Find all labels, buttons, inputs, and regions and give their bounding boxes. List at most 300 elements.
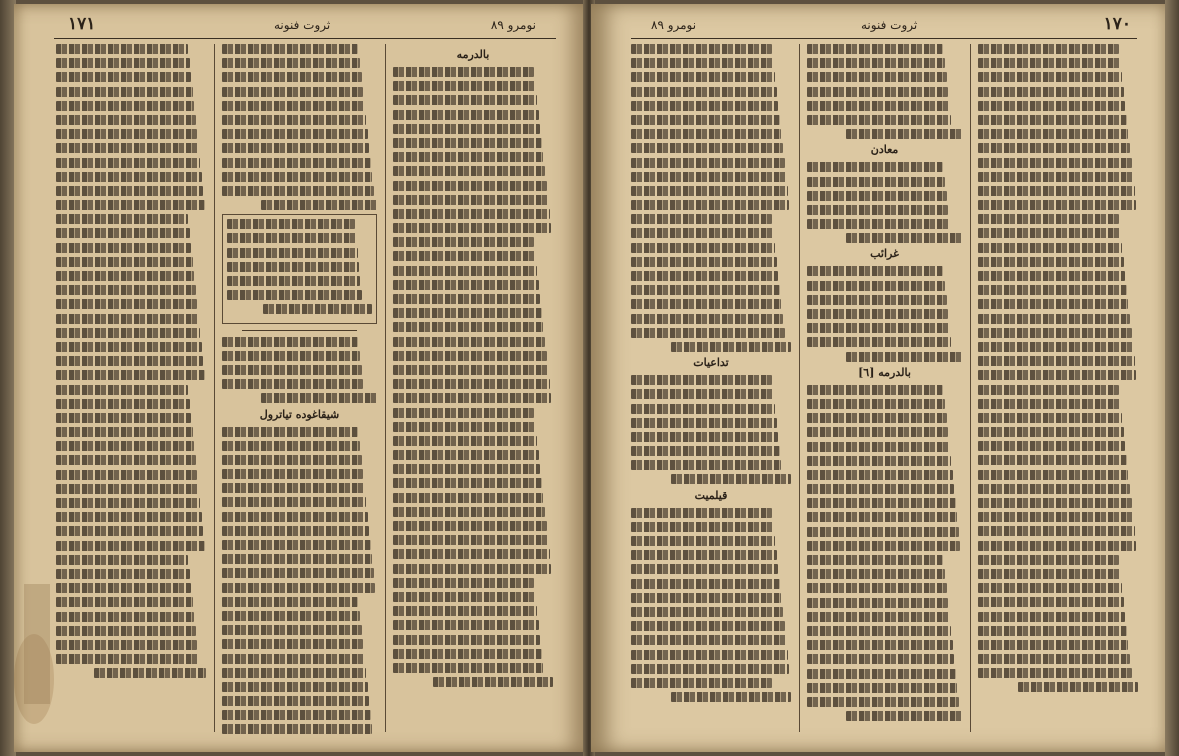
text-line: [631, 285, 780, 295]
text-line: [393, 294, 540, 304]
text-line: [807, 87, 948, 97]
text-line: [978, 399, 1120, 409]
text-line: [631, 87, 777, 97]
text-line: [393, 478, 542, 488]
text-line: [978, 583, 1122, 593]
text-line: [807, 654, 954, 664]
text-line: [978, 455, 1127, 465]
text-line: [56, 597, 193, 607]
text-line: [56, 87, 193, 97]
text-line: [978, 87, 1124, 97]
text-line: [807, 470, 953, 480]
text-line: [978, 356, 1135, 366]
section-heading: معادن: [870, 143, 899, 157]
text-line: [978, 200, 1136, 210]
text-line: [393, 95, 537, 105]
boxed-note: [222, 214, 377, 323]
text-line: [56, 328, 200, 338]
left-page: [14, 4, 586, 752]
text-line: [56, 72, 191, 82]
text-line: [631, 446, 780, 456]
text-line: [261, 200, 377, 210]
text-line: [631, 418, 777, 428]
text-line: [807, 442, 950, 452]
text-line: [393, 564, 551, 574]
text-line: [393, 351, 547, 361]
text-line: [978, 314, 1130, 324]
text-line: [631, 650, 788, 660]
text-line: [631, 607, 783, 617]
text-line: [393, 436, 537, 446]
text-line: [807, 697, 959, 707]
left-page-number: ١٧١: [68, 14, 96, 34]
text-line: [393, 280, 539, 290]
text-line: [56, 285, 196, 295]
text-line: [846, 129, 962, 139]
text-line: [227, 219, 355, 229]
text-line: [393, 337, 545, 347]
text-line: [222, 483, 365, 493]
text-line: [807, 337, 951, 347]
text-line: [393, 393, 551, 403]
text-line: [978, 342, 1133, 352]
right-column-3: [978, 44, 1138, 738]
text-line: [393, 464, 540, 474]
text-line: [807, 541, 960, 551]
text-line: [978, 555, 1119, 565]
text-line: [222, 469, 363, 479]
text-line: [978, 299, 1128, 309]
column-divider: [385, 44, 386, 732]
text-line: [56, 257, 193, 267]
text-line: [56, 569, 190, 579]
text-line: [631, 375, 772, 385]
text-line: [393, 308, 542, 318]
text-line: [978, 441, 1125, 451]
text-line: [978, 328, 1132, 338]
text-line: [807, 612, 950, 622]
left-running-head: [54, 12, 556, 39]
text-line: [978, 243, 1122, 253]
text-line: [978, 640, 1128, 650]
text-line: [56, 370, 205, 380]
text-line: [222, 58, 360, 68]
section-heading: غرائب: [870, 247, 899, 261]
text-line: [393, 81, 535, 91]
text-line: [978, 597, 1124, 607]
text-line: [56, 200, 205, 210]
text-line: [222, 379, 363, 389]
repair-tape: [24, 584, 50, 704]
text-line: [393, 237, 534, 247]
text-line: [56, 228, 190, 238]
text-line: [978, 158, 1132, 168]
text-line: [631, 143, 783, 153]
text-line: [631, 299, 781, 309]
text-line: [631, 593, 781, 603]
text-line: [56, 342, 202, 352]
text-line: [631, 389, 773, 399]
text-line: [393, 408, 534, 418]
left-periodical-title: ثروت فنونه: [274, 18, 331, 32]
text-line: [56, 101, 194, 111]
text-line: [671, 692, 791, 702]
text-line: [222, 526, 369, 536]
text-line: [56, 427, 193, 437]
text-line: [807, 399, 945, 409]
text-line: [631, 228, 773, 238]
text-line: [978, 654, 1130, 664]
text-line: [631, 44, 772, 54]
text-line: [227, 276, 360, 286]
text-line: [807, 205, 948, 215]
text-line: [1018, 682, 1138, 692]
text-line: [978, 285, 1127, 295]
text-line: [222, 568, 374, 578]
text-line: [222, 337, 358, 347]
text-line: [222, 365, 362, 375]
text-line: [222, 625, 362, 635]
text-line: [393, 521, 547, 531]
text-line: [56, 470, 197, 480]
text-line: [261, 393, 377, 403]
text-line: [978, 72, 1122, 82]
text-line: [222, 724, 372, 734]
text-line: [393, 450, 539, 460]
text-line: [978, 668, 1132, 678]
text-line: [56, 399, 190, 409]
text-line: [56, 214, 188, 224]
text-line: [631, 271, 778, 281]
column-divider: [799, 44, 800, 732]
left-issue-label: نومرو ٨٩: [490, 18, 536, 32]
text-line: [56, 512, 202, 522]
text-line: [846, 711, 962, 721]
text-line: [807, 162, 943, 172]
text-line: [56, 626, 196, 636]
text-line: [94, 668, 207, 678]
text-line: [222, 540, 371, 550]
text-line: [978, 143, 1130, 153]
text-line: [631, 550, 777, 560]
left-column-1: [56, 44, 206, 738]
text-line: [807, 598, 948, 608]
text-line: [978, 44, 1119, 54]
text-line: [56, 441, 194, 451]
text-line: [807, 385, 943, 395]
text-line: [56, 44, 188, 54]
text-line: [978, 541, 1136, 551]
text-line: [978, 484, 1130, 494]
text-line: [56, 640, 197, 650]
text-line: [631, 522, 773, 532]
text-line: [978, 512, 1133, 522]
text-line: [222, 597, 358, 607]
text-line: [631, 243, 775, 253]
text-line: [393, 251, 535, 261]
text-line: [807, 72, 947, 82]
text-line: [393, 493, 543, 503]
text-line: [222, 441, 360, 451]
text-line: [56, 58, 190, 68]
text-line: [222, 72, 362, 82]
text-line: [56, 243, 191, 253]
text-line: [807, 640, 953, 650]
text-line: [807, 569, 945, 579]
text-line: [393, 422, 535, 432]
text-line: [393, 592, 535, 602]
text-line: [222, 427, 358, 437]
section-rule: [242, 330, 357, 331]
text-line: [56, 498, 200, 508]
text-line: [393, 223, 551, 233]
text-line: [807, 295, 947, 305]
text-line: [978, 626, 1127, 636]
text-line: [393, 67, 534, 77]
text-line: [807, 669, 956, 679]
text-line: [222, 455, 362, 465]
text-line: [807, 281, 945, 291]
text-line: [631, 214, 772, 224]
text-line: [631, 129, 781, 139]
text-line: [807, 323, 950, 333]
text-line: [393, 181, 547, 191]
text-line: [807, 626, 951, 636]
text-line: [56, 555, 188, 565]
text-line: [393, 663, 543, 673]
text-line: [807, 427, 948, 437]
text-line: [807, 413, 947, 423]
text-line: [978, 569, 1120, 579]
text-line: [56, 356, 203, 366]
text-line: [222, 497, 366, 507]
text-line: [807, 583, 947, 593]
text-line: [222, 143, 369, 153]
text-line: [978, 413, 1122, 423]
text-line: [631, 536, 775, 546]
text-line: [393, 379, 550, 389]
text-line: [393, 635, 540, 645]
text-line: [978, 370, 1136, 380]
text-line: [222, 129, 368, 139]
text-line: [56, 385, 188, 395]
text-line: [227, 262, 359, 272]
text-line: [222, 554, 372, 564]
text-line: [807, 512, 957, 522]
text-line: [56, 143, 199, 153]
text-line: [631, 404, 775, 414]
right-page-number: ١٧٠: [1103, 14, 1131, 34]
text-line: [222, 611, 360, 621]
text-line: [222, 639, 363, 649]
text-line: [846, 233, 962, 243]
text-line: [56, 413, 191, 423]
text-line: [807, 309, 948, 319]
text-line: [807, 266, 943, 276]
text-line: [631, 158, 785, 168]
text-line: [222, 710, 371, 720]
text-line: [631, 58, 773, 68]
section-heading: بالدرمه [٦]: [858, 365, 911, 379]
right-periodical-title: ثروت فنونه: [861, 18, 918, 32]
text-line: [393, 620, 539, 630]
text-line: [222, 654, 365, 664]
text-line: [978, 498, 1132, 508]
right-issue-label: نومرو ٨٩: [651, 18, 697, 32]
text-line: [222, 512, 368, 522]
text-line: [631, 621, 785, 631]
text-line: [631, 635, 786, 645]
text-line: [631, 101, 778, 111]
text-line: [393, 209, 550, 219]
text-line: [631, 172, 786, 182]
text-line: [807, 219, 950, 229]
text-line: [222, 158, 371, 168]
text-line: [631, 579, 780, 589]
text-line: [807, 177, 945, 187]
text-line: [978, 129, 1128, 139]
column-divider: [214, 44, 215, 732]
text-line: [393, 507, 545, 517]
text-line: [978, 470, 1128, 480]
text-line: [631, 186, 788, 196]
text-line: [393, 549, 550, 559]
text-line: [227, 233, 356, 243]
text-line: [846, 352, 962, 362]
text-line: [978, 612, 1125, 622]
text-line: [631, 432, 778, 442]
text-line: [978, 115, 1127, 125]
text-line: [222, 682, 368, 692]
text-line: [671, 474, 791, 484]
text-line: [807, 101, 950, 111]
text-line: [807, 498, 956, 508]
text-line: [393, 606, 537, 616]
right-column-2: [807, 44, 962, 738]
text-line: [222, 696, 369, 706]
text-line: [56, 129, 197, 139]
text-line: [807, 58, 945, 68]
text-line: [978, 172, 1133, 182]
text-line: [56, 299, 197, 309]
text-line: [807, 484, 954, 494]
text-line: [56, 484, 199, 494]
text-line: [631, 314, 783, 324]
text-line: [56, 172, 202, 182]
text-line: [631, 460, 781, 470]
text-line: [393, 110, 539, 120]
text-line: [227, 290, 362, 300]
text-line: [978, 186, 1135, 196]
column-divider: [970, 44, 971, 732]
text-line: [393, 578, 534, 588]
text-line: [222, 44, 358, 54]
text-line: [433, 677, 553, 687]
text-line: [671, 342, 791, 352]
text-line: [978, 271, 1125, 281]
text-line: [631, 564, 778, 574]
text-line: [978, 257, 1124, 267]
text-line: [393, 138, 542, 148]
text-line: [807, 456, 951, 466]
text-line: [222, 101, 365, 111]
text-line: [393, 365, 548, 375]
text-line: [56, 541, 205, 551]
text-line: [227, 248, 358, 258]
text-line: [631, 508, 772, 518]
text-line: [978, 58, 1120, 68]
text-line: [222, 668, 366, 678]
text-line: [56, 654, 199, 664]
text-line: [393, 195, 548, 205]
text-line: [222, 87, 363, 97]
right-running-head: [631, 12, 1137, 39]
text-line: [807, 44, 943, 54]
right-column-1: [631, 44, 791, 738]
text-line: [978, 385, 1119, 395]
text-line: [631, 115, 780, 125]
text-line: [631, 72, 775, 82]
text-line: [222, 583, 375, 593]
text-line: [631, 200, 789, 210]
text-line: [978, 101, 1125, 111]
text-line: [56, 455, 196, 465]
text-line: [807, 115, 951, 125]
left-column-2: [222, 44, 377, 738]
text-line: [56, 115, 196, 125]
text-line: [393, 152, 543, 162]
text-line: [263, 304, 372, 314]
text-line: [56, 186, 203, 196]
text-line: [393, 649, 542, 659]
text-line: [393, 166, 545, 176]
text-line: [222, 186, 374, 196]
text-line: [807, 527, 959, 537]
text-line: [56, 583, 191, 593]
section-heading: تداعیات: [693, 356, 729, 370]
text-line: [393, 266, 537, 276]
text-line: [631, 328, 785, 338]
text-line: [978, 427, 1124, 437]
text-line: [631, 678, 772, 688]
text-line: [978, 526, 1135, 536]
text-line: [56, 271, 194, 281]
text-line: [393, 535, 548, 545]
text-line: [222, 351, 360, 361]
text-line: [393, 322, 543, 332]
right-page: [591, 4, 1167, 752]
text-line: [222, 115, 366, 125]
left-column-3: [393, 44, 553, 738]
text-line: [978, 214, 1119, 224]
text-line: [978, 228, 1120, 238]
text-line: [393, 124, 540, 134]
section-heading: قیلمیت: [694, 488, 728, 502]
section-heading: شیقاغوده تیاترول: [259, 407, 340, 421]
text-line: [807, 555, 943, 565]
text-line: [56, 612, 194, 622]
text-line: [631, 257, 777, 267]
text-line: [56, 526, 203, 536]
text-line: [807, 191, 947, 201]
text-line: [807, 683, 957, 693]
text-line: [56, 314, 199, 324]
text-line: [56, 158, 200, 168]
text-line: [631, 664, 789, 674]
book-edge-right: [1165, 0, 1179, 756]
text-line: [222, 172, 372, 182]
section-heading: بالدرمه: [456, 48, 490, 61]
